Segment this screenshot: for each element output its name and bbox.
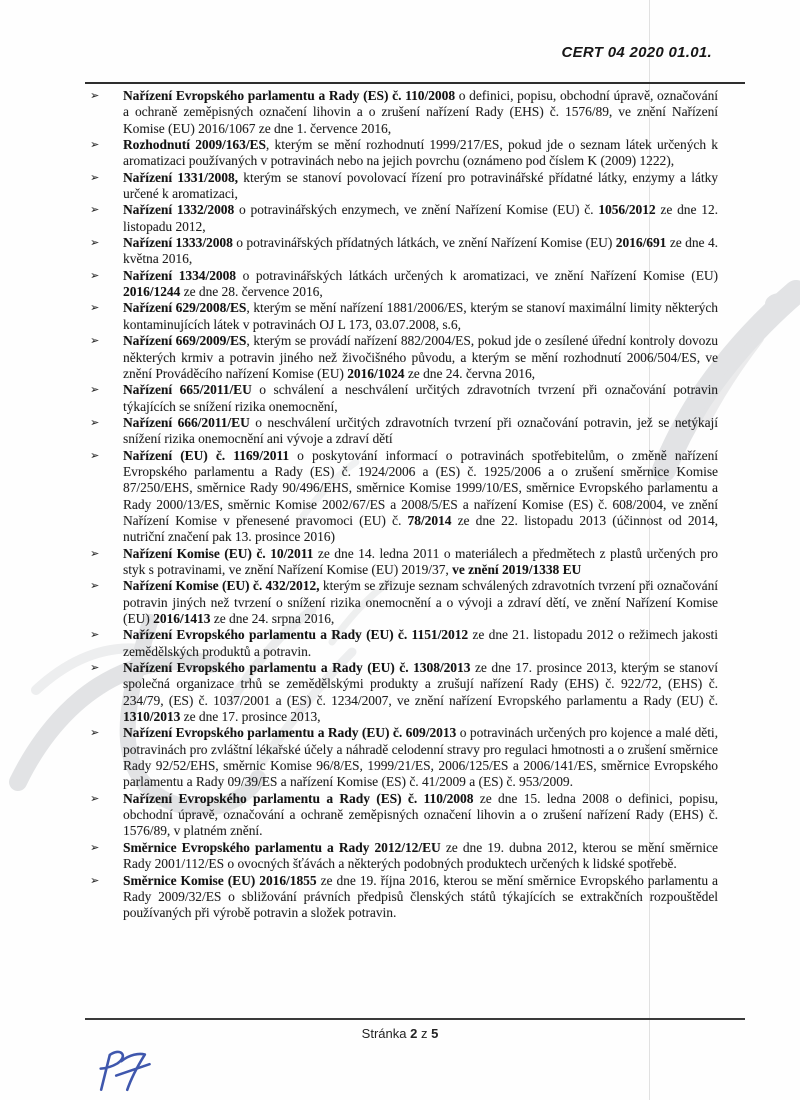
regulation-title-text: 1056/2012: [598, 202, 656, 218]
list-item: [88, 333, 718, 382]
arrow-bullet-icon: ➢: [90, 415, 100, 429]
regulation-title-text: Nařízení Komise (EU) č. 10/2011: [123, 545, 314, 561]
regulation-body-text: ze dne 21. listopadu 2012 o režimech jakosti zemědělských produktů a potravin.: [123, 627, 718, 659]
regulation-title-text: Rozhodnutí 2009/163/ES: [123, 137, 266, 153]
regulation-title-text: Nařízení 665/2011/EU: [123, 382, 252, 398]
arrow-bullet-icon: ➢: [90, 301, 100, 315]
regulation-title-text: Nařízení Evropského parlamentu a Rady (EU) č. 1308/2013: [123, 660, 471, 676]
regulation-body-text: ze dne 22. listopadu 2013 (účinnost od 2014, nutriční značení pak 13. prosince 2016): [123, 512, 718, 545]
regulation-body-text: , kterým se mění nařízení 1881/2006/ES, kterým se stanoví maximální limity některých kontaminujících látek v potravinách OJ L 173, 03.07.2008, s.6,: [123, 300, 719, 332]
list-item: [88, 382, 718, 415]
regulation-title-text: Nařízení Evropského parlamentu a Rady (ES) č. 110/2008: [123, 88, 456, 103]
arrow-bullet-icon: ➢: [90, 873, 100, 887]
arrow-bullet-icon: ➢: [90, 383, 100, 397]
regulation-body-text: o poskytování informací o potravinách spotřebitelům, o změně nařízení Evropského parlamentu a Rady (ES) č. 1924/2006 a (ES) č. 1925/2006 a o zrušení směrnice Komise 87/250/EHS, směrnice Rady 90/496/EHS, směrnice Komise 1999/10/ES, směrnice Evropského parlamentu a Rady 2000/13/ES, směrnic Komise 2002/67/ES a 2008/5/ES a nařízení Komise (ES) č. 608/2004, ve znění Nařízení Komise v přenesené pravomoci (EU) č.: [123, 447, 718, 528]
regulation-body-text: ze dne 4. května 2016,: [123, 235, 719, 267]
regulation-body-text: ze dne 12. listopadu 2012,: [123, 202, 718, 234]
page-number-total: 5: [431, 1026, 439, 1041]
list-item: [88, 170, 718, 203]
regulation-title-text: ve znění 2019/1338 EU: [452, 561, 582, 577]
regulation-body-text: o potravinářských látkách určených k aromatizaci, ve znění Nařízení Komise (EU): [235, 267, 719, 283]
list-item: [88, 791, 718, 840]
list-item: [88, 88, 718, 137]
regulation-title-text: 2016/691: [615, 235, 667, 251]
list-item: [88, 300, 718, 333]
list-item: [88, 725, 718, 790]
arrow-bullet-icon: ➢: [90, 170, 100, 184]
list-item: [88, 235, 718, 268]
regulation-title-text: Nařízení Komise (EU) č. 432/2012,: [123, 578, 320, 594]
list-item: [88, 448, 718, 546]
list-item: [88, 873, 718, 922]
handwritten-initials: [86, 1044, 161, 1100]
list-item: [88, 840, 718, 873]
arrow-bullet-icon: ➢: [90, 791, 100, 805]
arrow-bullet-icon: ➢: [90, 236, 100, 250]
list-item: [88, 627, 718, 660]
regulation-title-text: Nařízení 629/2008/ES: [123, 300, 247, 316]
regulation-body-text: kterým se zřizuje seznam schválených zdravotních tvrzení při označování potravin jiných než tvrzení o snížení rizika onemocnění a o vývoji a zdraví dětí, ve znění Nařízení Komise (EU): [123, 578, 718, 626]
arrow-bullet-icon: ➢: [90, 726, 100, 740]
page-number-label: Stránka: [361, 1026, 407, 1041]
regulation-body-text: ze dne 24. června 2016,: [404, 365, 536, 381]
regulation-body-text: o potravinářských enzymech, ve znění Nařízení Komise (EU) č.: [234, 202, 599, 218]
regulation-body-text: ze dne 14. ledna 2011 o materiálech a předmětech z plastů určených pro styk s potravinami, ve znění Nařízení Komise (EU) 2019/37,: [123, 545, 718, 577]
arrow-bullet-icon: ➢: [90, 579, 100, 593]
regulation-title-text: 2016/1244: [123, 284, 181, 300]
regulation-body-text: o definici, popisu, obchodní úpravě, označování a ochraně zeměpisných označení lihovin a o zrušení nařízení Rady (EHS) č. 1576/89, ve znění Nařízení Komise (EU) 2016/1067 ze dne 1. července 2016,: [123, 88, 718, 136]
regulation-body-text: , kterým se mění rozhodnutí 1999/217/ES, pokud jde o seznam látek určených k aromatizaci používaných v potravinách nebo na jejich povrchu (oznámeno pod číslem K (2009) 1222),: [123, 137, 718, 169]
regulation-title-text: Nařízení 1332/2008: [123, 202, 235, 218]
regulation-body-text: ze dne 17. prosince 2013, kterým se stanoví společná organizace trhů se zemědělskými produkty a zrušují nařízení Rady (EHS) č. 922/72, (EHS) č. 234/79, (ES) č. 1037/2001 a (ES) č. 1234/2007, ve znění nařízení Evropského parlamentu a Rady (EU) č.: [123, 660, 718, 708]
arrow-bullet-icon: ➢: [90, 268, 100, 282]
page-number-current: 2: [410, 1026, 418, 1041]
regulation-title-text: 1310/2013: [123, 709, 181, 725]
regulation-title-text: 78/2014: [407, 512, 452, 528]
regulation-title-text: Nařízení (EU) č. 1169/2011: [123, 447, 290, 463]
regulation-body-text: o neschválení určitých zdravotních tvrzení při označování potravin, jež se netýkají snížení rizika onemocnění ani vývoje a zdraví dětí: [123, 414, 718, 447]
page-number: [0, 1026, 800, 1041]
regulation-title-text: 2016/1413: [153, 611, 211, 626]
arrow-bullet-icon: ➢: [90, 546, 100, 560]
regulation-body-text: kterým se stanoví povolovací řízení pro potravinářské přídatné látky, enzymy a látky určené k aromatizaci,: [123, 169, 718, 202]
regulation-title-text: Nařízení Evropského parlamentu a Rady (EU) č. 1151/2012: [123, 627, 469, 643]
regulation-list: [88, 88, 718, 922]
regulation-body-text: ze dne 15. ledna 2008 o definici, popisu, obchodní úpravě, označování a ochraně zeměpisných označení lihovin a o zrušení nařízení Rady (EHS) č. 1576/89, v platném znění.: [123, 790, 719, 839]
regulation-title-text: Směrnice Evropského parlamentu a Rady 2012/12/EU: [123, 839, 441, 855]
list-item: [88, 268, 718, 301]
regulation-title-text: Nařízení 669/2009/ES: [123, 333, 247, 349]
regulation-body-text: ze dne 17. prosince 2013,: [180, 709, 321, 725]
list-item: [88, 202, 718, 235]
arrow-bullet-icon: ➢: [90, 138, 100, 152]
regulation-body-text: ze dne 19. října 2016, kterou se mění směrnice Evropského parlamentu a Rady 2009/32/ES o sbližování právních předpisů členských států týkajících se extrakčních rozpouštědel používaných při výrobě potravin a složek potravin.: [123, 872, 718, 921]
regulation-body-text: ze dne 19. dubna 2012, kterou se mění směrnice Rady 2001/112/ES o ovocných šťávách a některých podobných produktech určených k lidské spotřebě.: [123, 839, 718, 872]
arrow-bullet-icon: ➢: [90, 89, 100, 102]
regulation-body-text: ze dne 28. července 2016,: [180, 284, 323, 300]
regulation-title-text: 2016/1024: [347, 365, 405, 381]
arrow-bullet-icon: ➢: [90, 840, 100, 854]
footer-divider: [85, 1018, 745, 1020]
regulation-title-text: Nařízení 666/2011/EU: [123, 414, 250, 430]
list-item: [88, 578, 718, 627]
regulation-body-text: o potravinářských přídatných látkách, ve znění Nařízení Komise (EU): [232, 235, 616, 251]
header-divider: [85, 82, 745, 84]
arrow-bullet-icon: ➢: [90, 334, 100, 348]
list-item: [88, 546, 718, 579]
regulation-title-text: Nařízení Evropského parlamentu a Rady (EU) č. 609/2013: [123, 725, 457, 741]
page-number-separator: z: [420, 1026, 428, 1041]
arrow-bullet-icon: ➢: [90, 661, 100, 675]
arrow-bullet-icon: ➢: [90, 203, 100, 217]
regulation-body-text: o potravinách určených pro kojence a malé děti, potravinách pro zvláštní lékařské účely a náhradě celodenní stravy pro regulaci hmotnosti a o zrušení směrnice Rady 92/52/EHS, směrnic Komise 96/8/ES, 1999/21/ES, 2006/125/ES a 2006/141/ES, směrnice Evropského parlamentu a Rady 09/39/ES a nařízení Komise (ES) č. 41/2009 a (ES) č. 953/2009.: [123, 725, 718, 790]
list-item: [88, 415, 718, 448]
regulation-body-text: o schválení a neschválení určitých zdravotních tvrzení při označování potravin týkajících se snížení rizika onemocnění,: [123, 382, 718, 414]
document-code: CERT 04 2020 01.01.: [561, 44, 712, 61]
regulation-title-text: Nařízení 1331/2008,: [123, 169, 238, 185]
list-item: [88, 660, 718, 725]
regulation-body-text: , kterým se provádí nařízení 882/2004/ES, pokud jde o zesílené úřední kontroly dovozu některých krmiv a potravin jiného než živočišného původu, a kterým se mění rozhodnutí 2006/504/ES, ve znění Prováděcího nařízení Komise (EU): [123, 333, 718, 381]
arrow-bullet-icon: ➢: [90, 448, 100, 462]
regulation-title-text: Nařízení Evropského parlamentu a Rady (ES) č. 110/2008: [123, 790, 474, 806]
regulation-title-text: Nařízení 1333/2008: [123, 235, 233, 251]
regulation-body-text: ze dne 24. srpna 2016,: [210, 611, 335, 626]
regulation-title-text: Nařízení 1334/2008: [123, 267, 236, 283]
list-item: [88, 137, 718, 170]
regulation-title-text: Směrnice Komise (EU) 2016/1855: [123, 872, 317, 888]
arrow-bullet-icon: ➢: [90, 628, 100, 642]
